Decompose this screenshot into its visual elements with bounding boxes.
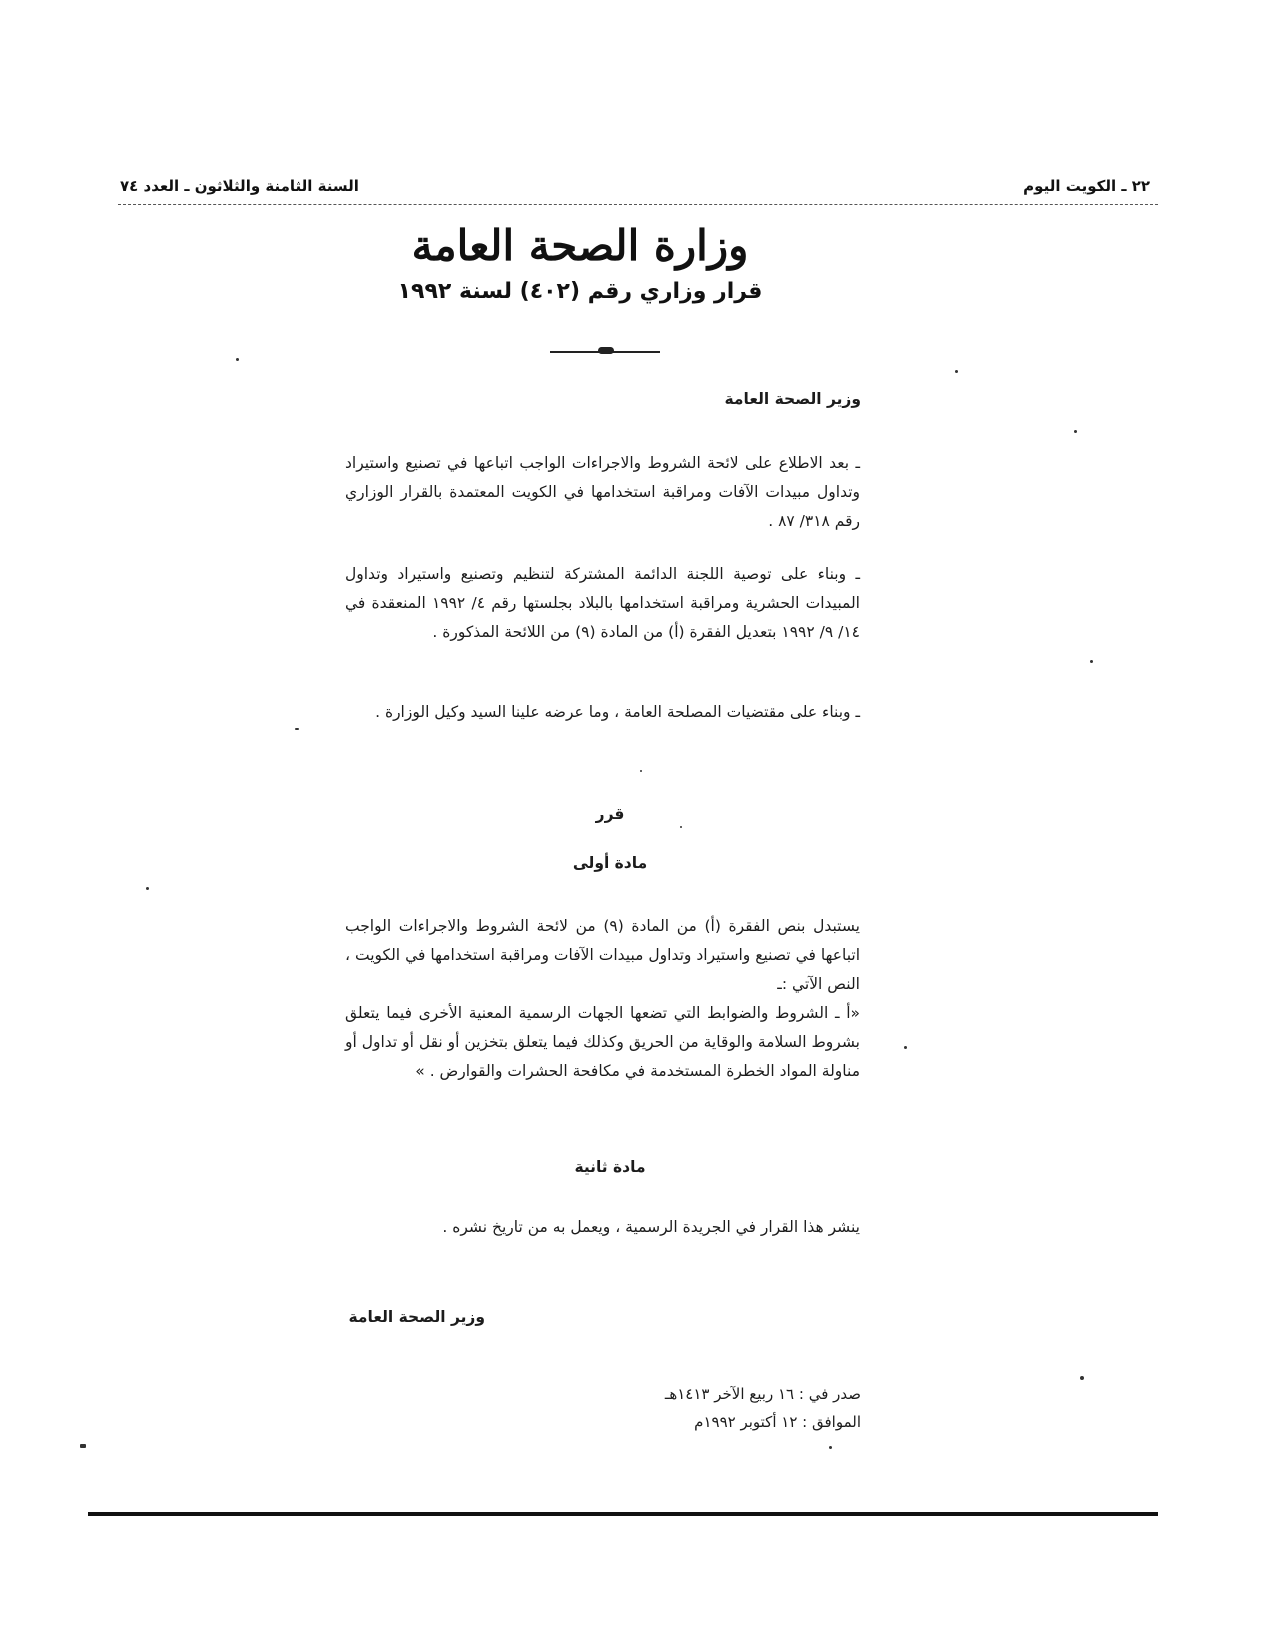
- ministry-title: وزارة الصحة العامة: [411, 221, 749, 270]
- scan-speckle: [1090, 660, 1093, 663]
- footer-divider: [88, 1512, 1158, 1516]
- scan-speckle: [1080, 1376, 1084, 1380]
- signature-minister: وزير الصحة العامة: [348, 1308, 485, 1326]
- scan-speckle: [904, 1046, 907, 1049]
- preamble-minister: وزير الصحة العامة: [724, 390, 861, 408]
- issue-date-gregorian: الموافق : ١٢ أكتوبر ١٩٩٢م: [694, 1413, 861, 1431]
- page-reference: ٢٢ ـ الكويت اليوم: [1023, 177, 1150, 195]
- scan-speckle: [146, 887, 149, 890]
- issue-reference: السنة الثامنة والثلاثون ـ العدد ٧٤: [120, 177, 359, 195]
- scan-speckle: [955, 370, 958, 373]
- article-2-body: [345, 1213, 860, 1242]
- article-2-paragraph-1: ينشر هذا القرار في الجريدة الرسمية ، ويعمل به من تاريخ نشره .: [442, 1218, 860, 1236]
- ornament-divider-center: [598, 347, 614, 354]
- scan-speckle: [295, 728, 299, 730]
- article-1-paragraph-2: «أ ـ الشروط والضوابط التي تضعها الجهات الرسمية المعنية الأخرى فيما يتعلق بشروط السلامة والوقاية من الحريق وكذلك فيما يتعلق بتخزين أو نقل أو تداول أو مناولة المواد الخطرة المستخدمة في مكافحة الحشرات والقوارض . »: [344, 1004, 860, 1080]
- scan-speckle: [829, 1446, 832, 1449]
- preamble-paragraph-1: ـ بعد الاطلاع على لائحة الشروط والاجراءات الواجب اتباعها في تصنيع واستيراد وتداول مبيدات الآفات ومراقبة استخدامها في الكويت المعتمدة بالقرار الوزاري رقم ٣١٨/ ٨٧ .: [345, 454, 860, 530]
- article-1-paragraph-1: يستبدل بنص الفقرة (أ) من المادة (٩) من لائحة الشروط والاجراءات الواجب اتباعها في تصنيع واستيراد وتداول مبيدات الآفات ومراقبة استخدامها في الكويت ، النص الآتي :ـ: [345, 917, 860, 993]
- preamble-paragraph-3: ـ وبناء على مقتضيات المصلحة العامة ، وما عرضه علينا السيد وكيل الوزارة .: [375, 703, 860, 721]
- issue-date-hijri: صدر في : ١٦ ربيع الآخر ١٤١٣هـ: [664, 1385, 861, 1403]
- scan-speckle: [680, 826, 682, 828]
- article-1-title: مادة أولى: [572, 854, 648, 872]
- decision-title: قرار وزاري رقم (٤٠٢) لسنة ١٩٩٢: [397, 279, 763, 304]
- article-1-body: [345, 912, 860, 1086]
- scan-speckle: [640, 770, 642, 772]
- scan-speckle: [80, 1444, 86, 1448]
- scan-speckle: [236, 358, 239, 361]
- preamble-paragraph-2: ـ وبناء على توصية اللجنة الدائمة المشتركة لتنظيم وتصنيع واستيراد وتداول المبيدات الحشرية ومراقبة استخدامها بالبلاد بجلستها رقم ٤/ ١٩٩٢ المنعقدة في ١٤/ ٩/ ١٩٩٢ بتعديل الفقرة (أ) من المادة (٩) من اللائحة المذكورة .: [345, 565, 860, 641]
- article-2-title: مادة ثانية: [574, 1158, 646, 1176]
- decided-label: قرر: [595, 805, 625, 823]
- scan-speckle: [1074, 430, 1077, 433]
- header-divider: [118, 204, 1158, 205]
- issue-date-block: [665, 1380, 861, 1436]
